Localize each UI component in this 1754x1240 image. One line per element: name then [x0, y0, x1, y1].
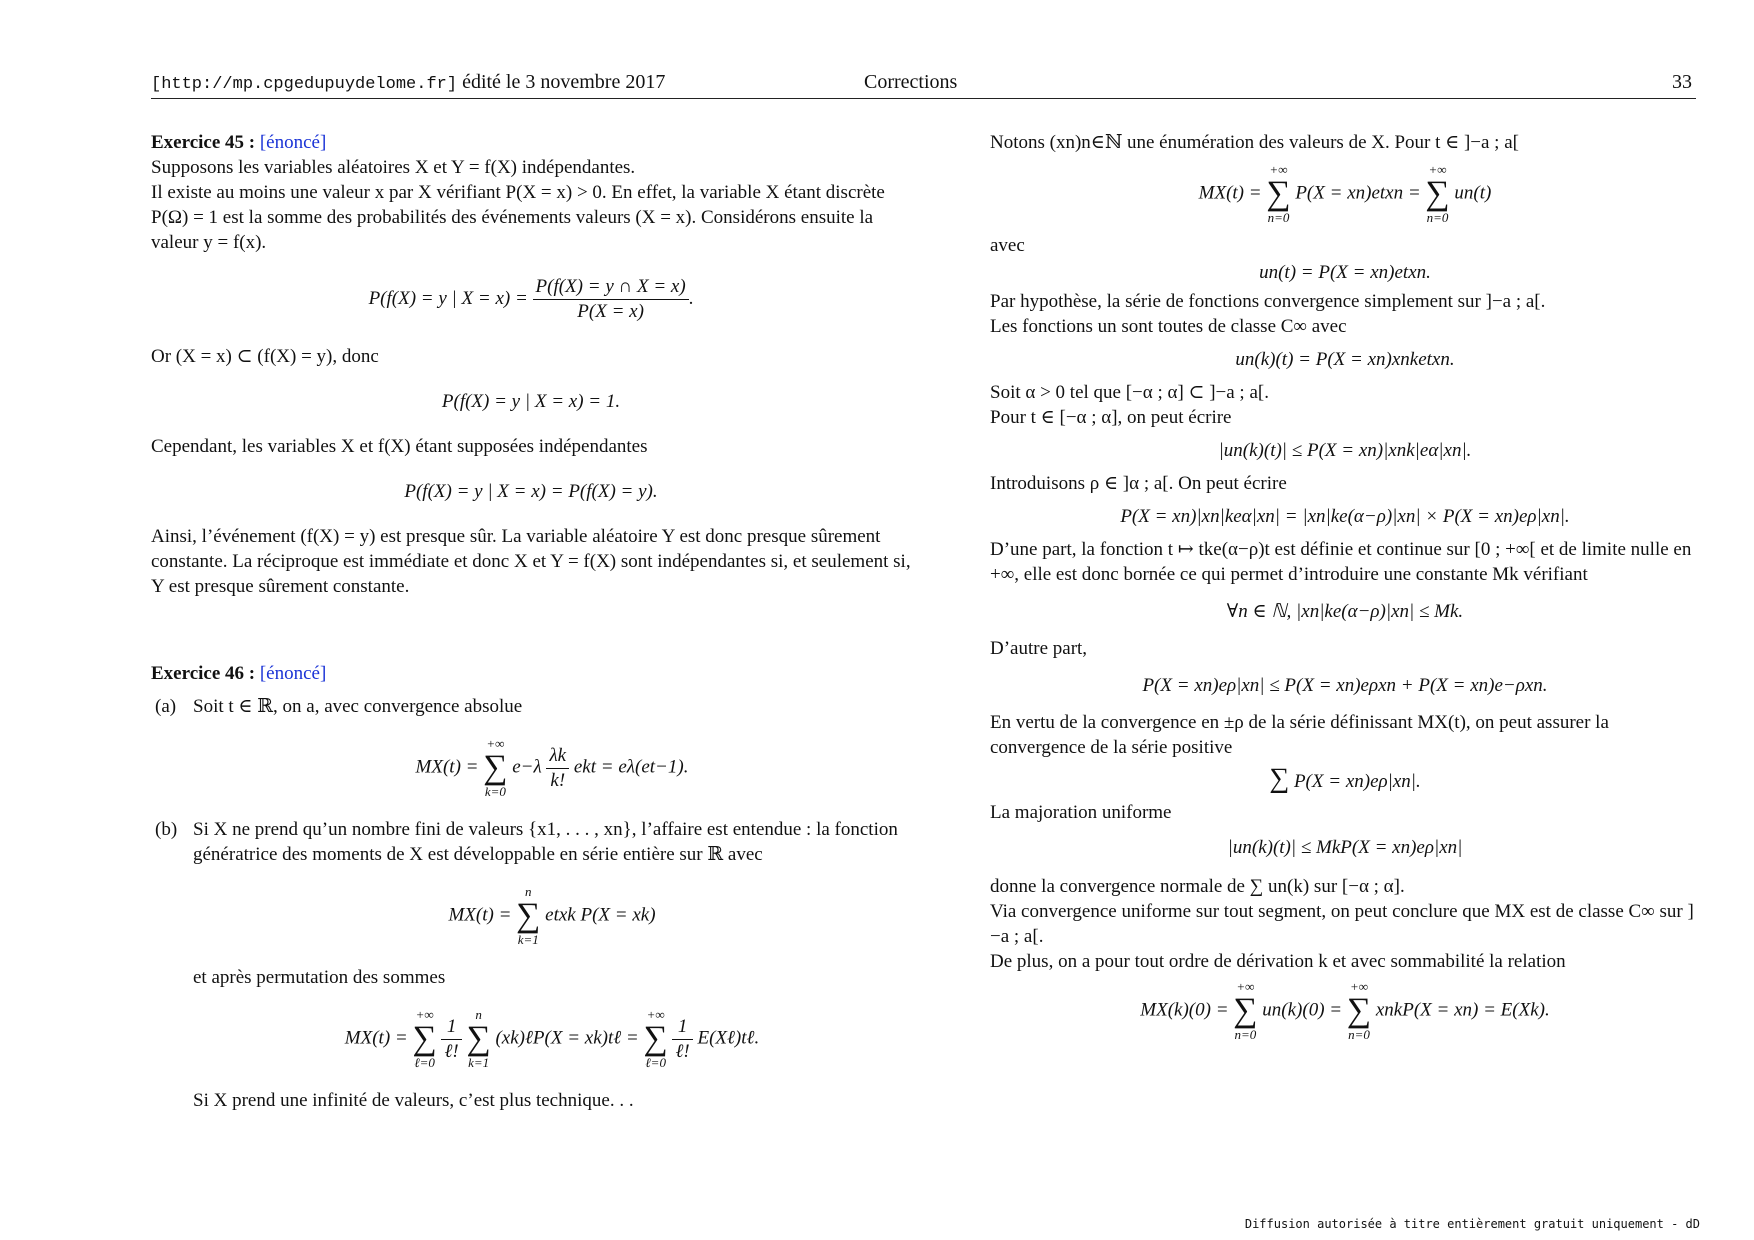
r-eq1-sum-1-bottom: n=0	[1267, 210, 1290, 225]
item-b-label: (b)	[155, 819, 178, 840]
right-paragraph-13: Via convergence uniforme sur tout segment, on peut conclure que MX est de classe C∞ sur ]−a ; a[.	[990, 901, 1694, 947]
item-a-label: (a)	[155, 696, 177, 717]
r-eq8-sigma: ∑	[1269, 763, 1290, 794]
ex45-paragraph-2: Il existe au moins une valeur x par X vérifiant P(X = x) > 0. En effet, la variable X étant discrète P(Ω) = 1 est la somme des probabilités des événements valeurs (X = x). Considérons ensuite la valeur y = f(x).	[151, 182, 885, 253]
b-eq2-f2-num: 1	[672, 1015, 692, 1040]
b-eq2-middle: (xk)ℓP(X = xk)tℓ =	[495, 1027, 639, 1049]
item-b-text-2: et après permutation des sommes	[193, 967, 446, 988]
right-column	[990, 130, 1700, 1048]
ex46-item-a	[151, 694, 911, 799]
right-equation-10	[990, 980, 1700, 1042]
a-eq-rest: ekt = eλ(et−1).	[573, 756, 689, 778]
right-equation-7: P(X = xn)eρ|xn| ≤ P(X = xn)eρxn + P(X = xn)e−ρxn.	[1142, 675, 1548, 696]
a-eq-denominator: k!	[550, 769, 566, 791]
b-eq2-sum-1: +∞ ∑ ℓ=0	[412, 1007, 437, 1070]
edit-date: édité le 3 novembre 2017	[457, 71, 666, 93]
right-paragraph-8: D’une part, la fonction t ↦ tke(α−ρ)t est définie et continue sur [0 ; +∞[ et de limite nulle en +∞, elle est donc bornée ce qui permet d’introduire une constante Mk vérifiant	[990, 539, 1692, 585]
item-b-equation-1	[193, 885, 911, 947]
right-equation-6: ∀n ∈ ℕ, |xn|ke(α−ρ)|xn| ≤ Mk.	[1226, 601, 1464, 622]
a-eq-fraction	[546, 744, 569, 793]
r-eq1-end: un(t)	[1454, 182, 1492, 204]
right-paragraph-2: avec	[990, 235, 1025, 256]
r-eq1-sum-1-top: +∞	[1269, 162, 1288, 177]
right-paragraph-9: D’autre part,	[990, 638, 1088, 659]
page-header	[151, 70, 1696, 99]
b-eq1-sum-top: n	[525, 884, 532, 899]
item-b-text: Si X ne prend qu’un nombre fini de valeurs {x1, . . . , xn}, l’affaire est entendue : la fonction génératrice des moments de X est développable en série entière sur ℝ avec	[193, 819, 898, 865]
exercise-46-heading	[151, 661, 911, 686]
exercise-45-title: Exercice 45 :	[151, 132, 256, 153]
b-eq2-f1-num: 1	[441, 1015, 461, 1040]
ex45-paragraph-3: Or (X = x) ⊂ (f(X) = y), donc	[151, 346, 379, 367]
left-column	[151, 130, 911, 1113]
a-eq-numerator: λk	[546, 744, 569, 769]
r-eq10-lhs: MX(k)(0) =	[1140, 999, 1229, 1021]
b-eq2-f2-den: ℓ!	[675, 1040, 690, 1062]
exercise-45-statement-link[interactable]: [énoncé]	[259, 132, 327, 153]
r-eq1-sum-2: +∞ ∑ n=0	[1425, 162, 1450, 225]
right-paragraph-11: La majoration uniforme	[990, 802, 1172, 823]
r-eq1-sum-2-top: +∞	[1428, 162, 1447, 177]
page-number: 33	[1672, 71, 1692, 93]
b-eq2-fraction-2	[672, 1015, 692, 1064]
exercise-46-title: Exercice 46 :	[151, 663, 256, 684]
right-equation-8	[990, 763, 1700, 794]
page-footer: Diffusion autorisée à titre entièrement gratuit uniquement - dD	[1244, 1217, 1700, 1231]
a-eq-sum: +∞ ∑ k=0	[483, 736, 508, 799]
right-paragraph-5: Soit α > 0 tel que [−α ; α] ⊂ ]−a ; a[.	[990, 382, 1269, 403]
b-eq1-sum-bottom: k=1	[517, 932, 539, 947]
eq1-lhs: P(f(X) = y | X = x) =	[368, 287, 528, 309]
r-eq1-middle: P(X = xn)etxn =	[1295, 182, 1421, 204]
b-eq2-sum-2-bottom: k=1	[468, 1055, 490, 1070]
r-eq1-sum-1: +∞ ∑ n=0	[1266, 162, 1291, 225]
b-eq2-sum-1-bottom: ℓ=0	[414, 1055, 435, 1070]
r-eq1-lhs: MX(t) =	[1198, 182, 1262, 204]
ex45-paragraph-5: Ainsi, l’événement (f(X) = y) est presque sûr. La variable aléatoire Y est donc presque sûrement constante. La réciproque est immédiate et donc X et Y = f(X) sont indépendantes si, et seulement si, Y est presque sûrement constante.	[151, 526, 911, 597]
r-eq10-sum-1-bottom: n=0	[1234, 1027, 1257, 1042]
right-paragraph-14: De plus, on a pour tout ordre de dérivation k et avec sommabilité la relation	[990, 951, 1566, 972]
ex45-equation-2: P(f(X) = y | X = x) = 1.	[441, 391, 621, 412]
r-eq1-sum-2-bottom: n=0	[1426, 210, 1449, 225]
r-eq8-rest: P(X = xn)eρ|xn|.	[1293, 771, 1421, 792]
ex45-paragraph-1: Supposons les variables aléatoires X et Y = f(X) indépendantes.	[151, 157, 636, 178]
item-a-equation	[193, 737, 911, 799]
section-title: Corrections	[864, 71, 958, 93]
right-equation-9: |un(k)(t)| ≤ MkP(X = xn)eρ|xn|	[1227, 837, 1463, 858]
b-eq2-sum-2: n ∑ k=1	[466, 1007, 491, 1070]
right-equation-3: un(k)(t) = P(X = xn)xnketxn.	[1235, 349, 1455, 370]
b-eq2-sum-1-top: +∞	[415, 1007, 434, 1022]
r-eq10-end: xnkP(X = xn) = E(Xk).	[1375, 999, 1550, 1021]
a-eq-sum-top: +∞	[486, 736, 505, 751]
b-eq2-lhs: MX(t) =	[344, 1027, 408, 1049]
r-eq10-sum-1: +∞ ∑ n=0	[1233, 979, 1258, 1042]
b-eq2-sum-2-top: n	[475, 1007, 482, 1022]
r-eq10-sum-2: +∞ ∑ n=0	[1346, 979, 1372, 1042]
eq1-fraction	[533, 275, 689, 324]
right-paragraph-6: Pour t ∈ [−α ; α], on peut écrire	[990, 407, 1232, 428]
b-eq2-sum-3: +∞ ∑ ℓ=0	[643, 1007, 668, 1070]
b-eq2-fraction-1	[441, 1015, 461, 1064]
r-eq10-middle: un(k)(0) =	[1262, 999, 1343, 1021]
right-paragraph-4: Les fonctions un sont toutes de classe C∞ avec	[990, 316, 1347, 337]
b-eq1-rest: etxk P(X = xk)	[545, 904, 656, 926]
b-eq2-sum-3-bottom: ℓ=0	[645, 1055, 666, 1070]
ex45-equation-3: P(f(X) = y | X = x) = P(f(X) = y).	[404, 481, 658, 502]
right-paragraph-7: Introduisons ρ ∈ ]α ; a[. On peut écrire	[990, 473, 1287, 494]
source-url[interactable]: [http://mp.cpgedupuydelome.fr]	[151, 75, 458, 94]
a-eq-sum-bottom: k=0	[484, 784, 506, 799]
a-eq-term: e−λ	[512, 756, 542, 778]
right-paragraph-1: Notons (xn)n∈ℕ une énumération des valeurs de X. Pour t ∈ ]−a ; a[	[990, 132, 1519, 153]
b-eq1-sum: n ∑ k=1	[516, 884, 541, 947]
ex46-item-b	[151, 817, 911, 1113]
b-eq2-sum-3-top: +∞	[646, 1007, 665, 1022]
right-paragraph-12: donne la convergence normale de ∑ un(k) sur [−α ; α].	[990, 876, 1405, 897]
right-equation-5: P(X = xn)|xn|keα|xn| = |xn|ke(α−ρ)|xn| × P(X = xn)eρ|xn|.	[1120, 506, 1570, 527]
a-eq-lhs: MX(t) =	[415, 756, 479, 778]
eq1-denominator: P(X = x)	[577, 301, 644, 322]
b-eq1-lhs: MX(t) =	[448, 904, 512, 926]
item-b-text-3: Si X prend une infinité de valeurs, c’est plus technique. . .	[193, 1090, 634, 1111]
right-paragraph-3: Par hypothèse, la série de fonctions convergence simplement sur ]−a ; a[.	[990, 291, 1546, 312]
header-left	[151, 70, 665, 97]
ex45-paragraph-4: Cependant, les variables X et f(X) étant supposées indépendantes	[151, 436, 648, 457]
exercise-46-statement-link[interactable]: [énoncé]	[259, 663, 327, 684]
item-b-equation-2	[193, 1008, 911, 1070]
right-equation-4: |un(k)(t)| ≤ P(X = xn)|xnk|eα|xn|.	[1218, 440, 1472, 461]
right-paragraph-10: En vertu de la convergence en ±ρ de la série définissant MX(t), on peut assurer la convergence de la série positive	[990, 712, 1609, 758]
b-eq2-end: E(Xℓ)tℓ.	[697, 1027, 760, 1049]
r-eq10-sum-2-bottom: n=0	[1348, 1027, 1370, 1042]
exercise-45-heading	[151, 130, 911, 155]
eq1-numerator: P(f(X) = y ∩ X = x)	[533, 275, 689, 300]
right-equation-2: un(t) = P(X = xn)etxn.	[1259, 262, 1431, 283]
b-eq2-f1-den: ℓ!	[444, 1040, 459, 1062]
r-eq10-sum-1-top: +∞	[1236, 979, 1255, 994]
r-eq10-sum-2-top: +∞	[1349, 979, 1368, 994]
item-a-text: Soit t ∈ ℝ, on a, avec convergence absolue	[193, 696, 523, 717]
right-equation-1	[990, 163, 1700, 225]
ex45-equation-1: P(f(X) = y | X = x) = $\frac{P(f(X) = y \cap X = x)}{P(X = x)}$ .	[368, 276, 694, 322]
